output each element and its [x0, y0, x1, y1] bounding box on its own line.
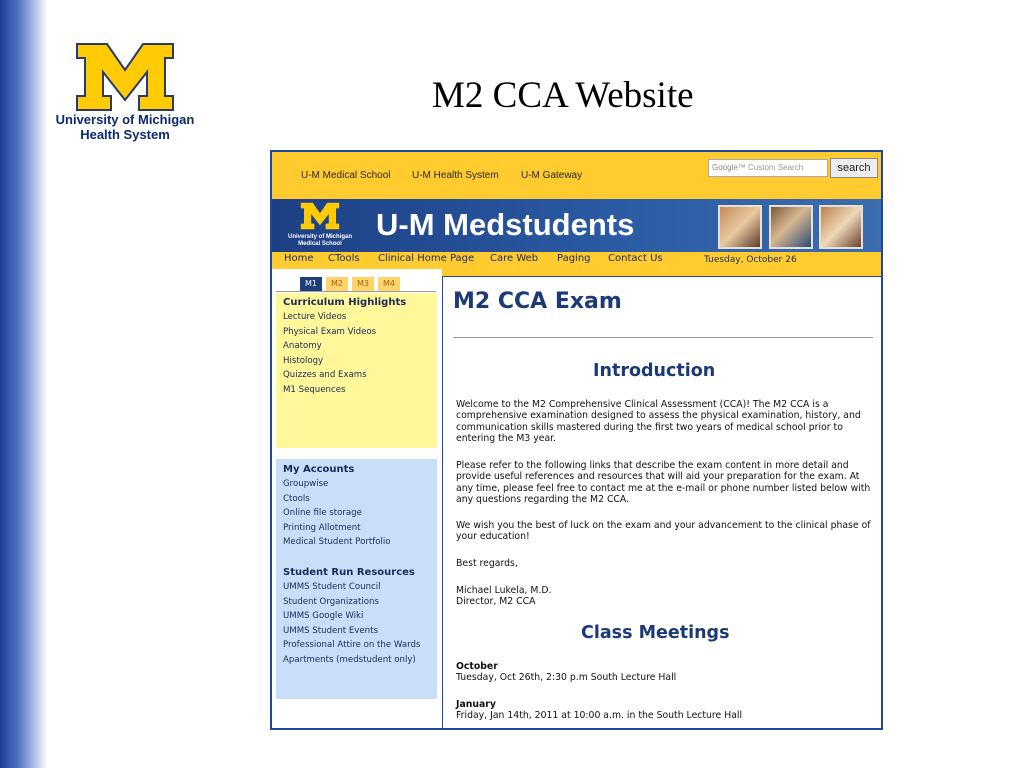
nav-ctools[interactable]: CTools: [328, 253, 360, 264]
meeting-1-month: October: [456, 661, 498, 672]
accounts-heading: My Accounts: [283, 464, 355, 475]
nav-clinical-home[interactable]: Clinical Home Page: [378, 253, 475, 264]
banner-logo: [284, 202, 356, 248]
tab-m3[interactable]: M3: [352, 277, 374, 291]
introduction-heading: Introduction: [593, 361, 716, 381]
banner-photo-1: [718, 205, 762, 249]
left-sidebar: [272, 269, 442, 730]
link-ctools[interactable]: Ctools: [283, 493, 310, 504]
tab-m2[interactable]: M2: [326, 277, 348, 291]
link-histology[interactable]: Histology: [283, 355, 324, 366]
link-apartments[interactable]: Apartments (medstudent only): [283, 655, 416, 666]
link-student-organizations[interactable]: Student Organizations: [283, 596, 379, 607]
class-meetings-heading: Class Meetings: [581, 623, 730, 643]
main-content: [442, 276, 881, 730]
page-title: M2 CCA Exam: [453, 289, 622, 314]
nav-date: Tuesday, October 26: [704, 255, 797, 265]
link-lecture-videos[interactable]: Lecture Videos: [283, 312, 347, 322]
title-divider: [453, 337, 873, 338]
block-m-icon: [75, 42, 175, 112]
student-run-heading: Student Run Resources: [283, 566, 415, 578]
link-printing-allotment[interactable]: Printing Allotment: [283, 522, 361, 533]
block-m-small-icon: [298, 202, 342, 230]
intro-paragraph-1: Welcome to the M2 Comprehensive Clinical Assessment (CCA)! The M2 CCA is a comprehensive examination designed to assess the physical examination, history, and communication skills mastered during the first two years of medical school prior to entering the M3 year.: [456, 399, 861, 445]
banner-photo-3: [819, 205, 863, 249]
link-physical-exam-videos[interactable]: Physical Exam Videos: [283, 326, 377, 337]
link-student-council[interactable]: UMMS Student Council: [283, 581, 381, 592]
curriculum-box: [276, 293, 437, 448]
link-student-events[interactable]: UMMS Student Events: [283, 625, 378, 636]
slide-title: M2 CCA Website: [432, 75, 694, 116]
link-m1-sequences[interactable]: M1 Sequences: [283, 384, 346, 395]
nav-home[interactable]: Home: [284, 253, 314, 264]
signature-name: Michael Lukela, M.D.: [456, 585, 552, 596]
best-regards: Best regards,: [456, 558, 518, 569]
top-link-medical-school[interactable]: U-M Medical School: [301, 170, 391, 181]
meeting-2-month: January: [456, 699, 496, 710]
accounts-box: [276, 459, 437, 699]
intro-paragraph-3: We wish you the best of luck on the exam and your advancement to the clinical phase of your education!: [456, 520, 871, 543]
banner-logo-line1: University of Michigan: [287, 234, 352, 240]
banner-photo-2: [769, 205, 813, 249]
search-input[interactable]: [708, 159, 828, 177]
search-button[interactable]: search: [830, 158, 878, 178]
google-brand-text: Google™: [712, 163, 746, 172]
link-professional-attire[interactable]: Professional Attire on the Wards: [283, 640, 421, 651]
umhs-logo: [50, 42, 200, 142]
logo-text-line1: University of Michigan: [55, 112, 195, 127]
link-online-file-storage[interactable]: Online file storage: [283, 508, 362, 519]
sidebar-spacer: [283, 550, 437, 566]
top-link-gateway[interactable]: U-M Gateway: [521, 170, 583, 181]
website-screenshot: [270, 150, 883, 730]
tab-m4[interactable]: M4: [378, 277, 400, 291]
top-link-health-system[interactable]: U-M Health System: [412, 170, 499, 181]
top-bar: [272, 152, 881, 199]
logo-text-line2: Health System: [80, 127, 170, 142]
tab-divider: [276, 291, 436, 292]
banner-title: U-M Medstudents: [376, 207, 635, 242]
link-quizzes-exams[interactable]: Quizzes and Exams: [283, 370, 367, 381]
banner-logo-line2: Medical School: [298, 241, 342, 247]
nav-care-web[interactable]: Care Web: [490, 253, 539, 264]
main-nav: [272, 252, 881, 269]
link-student-portfolio[interactable]: Medical Student Portfolio: [283, 537, 391, 548]
nav-paging[interactable]: Paging: [557, 253, 591, 264]
link-anatomy[interactable]: Anatomy: [283, 341, 322, 352]
signature-title: Director, M2 CCA: [456, 596, 536, 607]
link-google-wiki[interactable]: UMMS Google Wiki: [283, 611, 364, 622]
meeting-2-detail: Friday, Jan 14th, 2011 at 10:00 a.m. in the South Lecture Hall: [456, 710, 743, 721]
nav-contact-us[interactable]: Contact Us: [608, 253, 663, 264]
intro-paragraph-2: Please refer to the following links that describe the exam content in more detail and provide useful references and resources that will aid your preparation for the exam. At any time, please feel free to contact me at the e-mail or phone number listed below with any questions regarding the M2 CCA.: [456, 460, 871, 506]
curriculum-heading: Curriculum Highlights: [283, 297, 407, 308]
tab-m1[interactable]: M1: [300, 277, 322, 291]
search-placeholder: Custom Search: [748, 163, 804, 172]
meeting-1-detail: Tuesday, Oct 26th, 2:30 p.m South Lecture Hall: [456, 672, 677, 683]
slide-side-bar: [0, 0, 48, 768]
link-groupwise[interactable]: Groupwise: [283, 479, 329, 489]
site-banner: [272, 199, 881, 252]
